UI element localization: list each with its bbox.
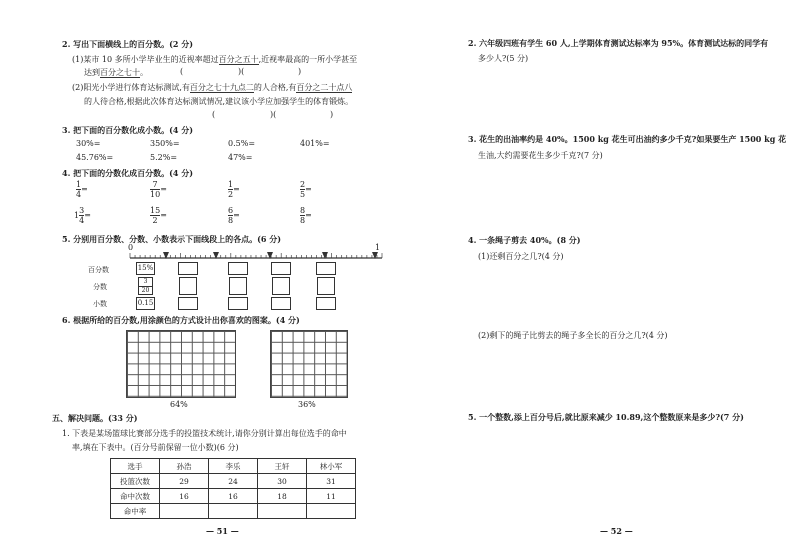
q4-fraction: $\frac{8}{8}$ = bbox=[300, 206, 312, 225]
table-header: 李乐 bbox=[209, 459, 258, 474]
answer-box[interactable] bbox=[178, 297, 198, 310]
q3-item: 350%= bbox=[150, 139, 180, 148]
answer-box[interactable] bbox=[228, 297, 248, 310]
number-line bbox=[128, 250, 384, 266]
answer-box[interactable] bbox=[228, 262, 248, 275]
r-q2-line1: 2. 六年级四班有学生 60 人,上学期体育测试达标率为 95%。体育测试达标的同学有 bbox=[468, 38, 769, 48]
table-cell: 11 bbox=[307, 489, 356, 504]
q4-fraction: $\frac{2}{5}$ = bbox=[300, 180, 312, 199]
table-header: 王轩 bbox=[258, 459, 307, 474]
stats-table bbox=[110, 458, 356, 519]
answer-cell[interactable] bbox=[160, 504, 209, 519]
grid-label: 64% bbox=[170, 400, 188, 409]
answer-cell[interactable] bbox=[307, 504, 356, 519]
q3-item: 47%= bbox=[228, 153, 253, 162]
underline-text: 百分之二十点八 bbox=[296, 83, 353, 92]
answer-box[interactable] bbox=[272, 277, 290, 295]
q2-line4: 的人待合格,根据此次体育达标测试情况,建议该小学应加强学生的体育锻炼。 bbox=[84, 97, 354, 106]
answer-paren[interactable]: )( bbox=[238, 67, 245, 76]
r-q3-line1: 3. 花生的出油率约是 40%。1500 kg 花生可出油约多少千克?如果要生产 1500 kg 花 bbox=[468, 134, 787, 144]
answer-box[interactable] bbox=[316, 297, 336, 310]
q3-item: 45.76%= bbox=[76, 153, 114, 162]
table-cell: 18 bbox=[258, 489, 307, 504]
answer-paren[interactable]: )( bbox=[270, 110, 277, 119]
table-row bbox=[111, 489, 356, 504]
q2-title: 2. 写出下面横线上的百分数。(2 分) bbox=[62, 39, 194, 49]
number-line-one: 1 bbox=[375, 243, 381, 252]
r-q4-part1: (1)还剩百分之几?(4 分) bbox=[478, 252, 564, 261]
q3-title: 3. 把下面的百分数化成小数。(4 分) bbox=[62, 125, 194, 135]
table-header: 林小军 bbox=[307, 459, 356, 474]
page-number: — 52 — bbox=[600, 526, 633, 536]
q2-line1: (1)某市 10 多所小学毕业生的近视率超过百分之五十,近视率最高的一所小学甚至 bbox=[72, 55, 358, 64]
q3-item: 0.5%= bbox=[228, 139, 256, 148]
q4-fraction: $\frac{7}{10}$ = bbox=[150, 180, 167, 199]
q6-title: 6. 根据所给的百分数,用涂颜色的方式设计出你喜欢的图案。(4 分) bbox=[62, 315, 300, 325]
table-header: 孙浩 bbox=[160, 459, 209, 474]
table-cell: 16 bbox=[160, 489, 209, 504]
r-q5: 5. 一个整数,添上百分号后,就比原来减少 10.89,这个整数原来是多少?(7 分) bbox=[468, 412, 744, 422]
table-cell: 投篮次数 bbox=[111, 474, 160, 489]
number-line-zero: 0 bbox=[128, 243, 134, 252]
answer-box[interactable] bbox=[271, 262, 291, 275]
table-cell: 30 bbox=[258, 474, 307, 489]
answer-box[interactable] bbox=[316, 262, 336, 275]
coloring-grid-64[interactable] bbox=[126, 330, 236, 398]
q4-fraction: $\frac{15}{2}$ = bbox=[150, 206, 167, 225]
answer-box[interactable] bbox=[179, 277, 197, 295]
answer-box[interactable] bbox=[271, 297, 291, 310]
table-header: 选手 bbox=[111, 459, 160, 474]
page-number: — 51 — bbox=[206, 526, 239, 536]
q3-item: 401%= bbox=[300, 139, 330, 148]
answer-paren[interactable]: ) bbox=[298, 67, 302, 76]
answer-box[interactable] bbox=[229, 277, 247, 295]
q4-fraction: $\frac{1}{4}$ = bbox=[76, 180, 88, 199]
row-label-percent: 百分数 bbox=[88, 266, 109, 274]
table-row bbox=[111, 504, 356, 519]
table-cell: 命中次数 bbox=[111, 489, 160, 504]
underline-text: 百分之七十九点二 bbox=[189, 83, 254, 92]
answer-paren[interactable]: ( bbox=[180, 67, 184, 76]
q4-fraction: $\frac{1}{2}$ = bbox=[228, 180, 240, 199]
table-cell: 29 bbox=[160, 474, 209, 489]
q3-item: 30%= bbox=[76, 139, 101, 148]
given-fraction: 3 20 bbox=[138, 277, 153, 295]
q4-fraction: 1 $\frac{3}{4}$ = bbox=[74, 206, 91, 225]
row-label-fraction: 分数 bbox=[93, 283, 107, 291]
table-cell: 24 bbox=[209, 474, 258, 489]
answer-paren[interactable]: ) bbox=[330, 110, 334, 119]
r-q4-part2: (2)剩下的绳子比剪去的绳子多全长的百分之几?(4 分) bbox=[478, 331, 668, 340]
answer-box[interactable] bbox=[317, 277, 335, 295]
section5-q1-line1: 1. 下表是某场篮球比赛部分选手的投篮技术统计,请你分别计算出每位选手的命中 bbox=[62, 429, 347, 438]
answer-box[interactable] bbox=[178, 262, 198, 275]
r-q2-line2: 多少人?(5 分) bbox=[478, 54, 529, 63]
row-label-decimal: 小数 bbox=[93, 300, 107, 308]
q4-title: 4. 把下面的分数化成百分数。(4 分) bbox=[62, 168, 194, 178]
q2-line2: 达到百分之七十。 bbox=[84, 68, 148, 77]
r-q4-title: 4. 一条绳子剪去 40%。(8 分) bbox=[468, 235, 581, 245]
answer-paren[interactable]: ( bbox=[212, 110, 216, 119]
answer-cell[interactable] bbox=[209, 504, 258, 519]
section5-q1-line2: 率,填在下表中。(百分号前保留一位小数)(6 分) bbox=[72, 443, 239, 452]
given-percent: 15% bbox=[136, 262, 155, 275]
table-cell: 命中率 bbox=[111, 504, 160, 519]
table-row bbox=[111, 474, 356, 489]
underline-text: 百分之七十 bbox=[100, 68, 140, 77]
table-cell: 31 bbox=[307, 474, 356, 489]
underline-text: 百分之五十 bbox=[218, 55, 259, 64]
q4-fraction: $\frac{6}{8}$ = bbox=[228, 206, 240, 225]
given-decimal: 0.15 bbox=[136, 297, 155, 310]
table-cell: 16 bbox=[209, 489, 258, 504]
q2-line3: (2)阳光小学进行体育达标测试,有百分之七十九点二的人合格,有百分之二十点八 bbox=[72, 83, 353, 92]
section5-title: 五、解决问题。(33 分) bbox=[52, 413, 138, 423]
q5-title: 5. 分别用百分数、分数、小数表示下面线段上的各点。(6 分) bbox=[62, 234, 282, 244]
coloring-grid-36[interactable] bbox=[270, 330, 348, 398]
r-q3-line2: 生油,大约需要花生多少千克?(7 分) bbox=[478, 151, 603, 160]
q3-item: 5.2%= bbox=[150, 153, 178, 162]
table-header-row bbox=[111, 459, 356, 474]
grid-label: 36% bbox=[298, 400, 316, 409]
answer-cell[interactable] bbox=[258, 504, 307, 519]
